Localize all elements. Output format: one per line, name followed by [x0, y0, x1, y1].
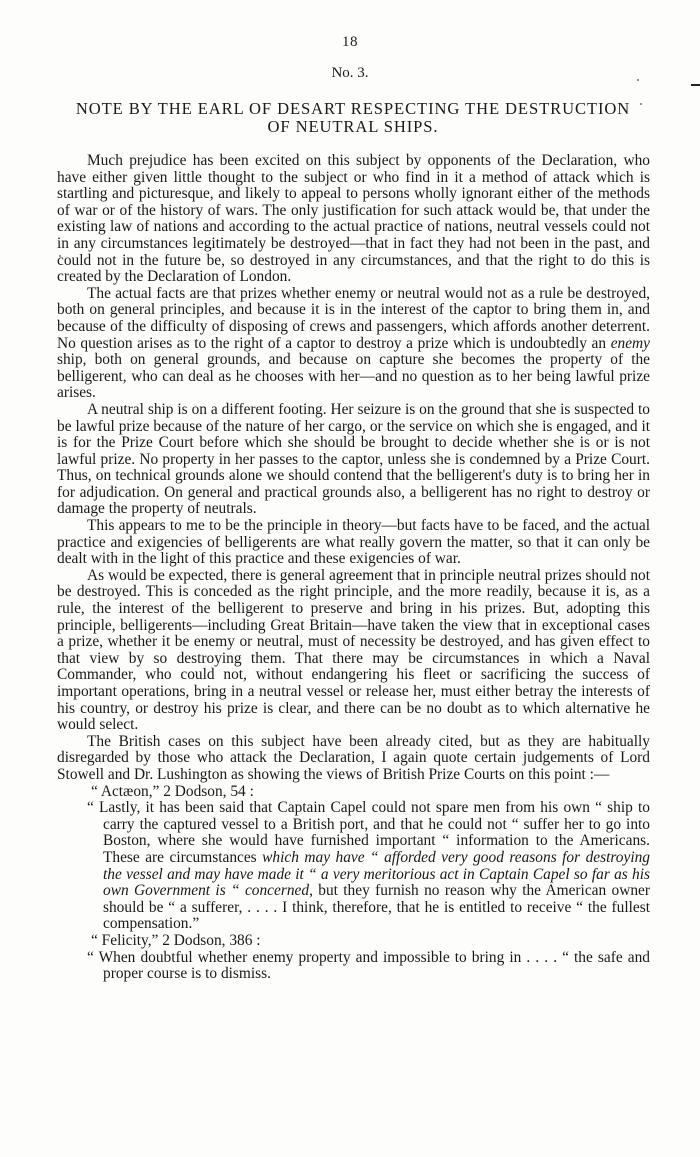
document-number: No. 3.: [331, 65, 369, 81]
body-text: [57, 153, 650, 983]
paragraph-3: A neutral ship is on a different footing. Her seizure is on the ground that she is suspected to be lawful prize because of the nature of her cargo, or the service on which she is engaged, and it is for the Prize Court before which she should be brought to decide whether she is or is not lawful prize. No property in her passes to the captor, unless she is condemned by a Prize Court. Thus, on technical grounds alone we should contend that the belligerent's duty is to bring her in for adjudication. On general and practical grounds also, a belligerent has no right to destroy or damage the property of neutrals.: [57, 400, 650, 518]
case-quote-acteon: [57, 800, 650, 933]
case-quote-felicity: “ When doubtful whether enemy property and impossible to bring in . . . . “ the safe and proper course is to dismiss.: [87, 948, 650, 983]
paragraph-6: The British cases on this subject have been already cited, but as they are habitually disregarded by those who attack the Declaration, I again quote certain judgements of Lord Stowell and Dr. Lushington as showing the views of British Prize Courts on this point :—: [57, 732, 650, 783]
case-citation-acteon: “ Actæon,” 2 Dodson, 54 :: [91, 782, 254, 800]
paragraph-5: As would be expected, there is general agreement that in principle neutral prizes should not be destroyed. This is conceded as the right principle, and the more readily, because it is, as a rule, the interest of the belligerent to preserve and bring in his prizes. But, adopting this principle, belligerents—including Great Britain—have taken the view that in exceptional cases a prize, whether it be enemy or neutral, must of necessity be destroyed, and has given effect to that view by so destroying them. That there may be circumstances in which a Naval Commander, who could not, without endangering his fleet or sacrificing the success of important operations, bring in a neutral vessel or release her, must either betray the interests of his country, or destroy his prize is clear, and there can be no doubt as to which alternative he would select.: [57, 566, 650, 734]
paragraph-2: [57, 286, 650, 402]
paragraph-2-text-a: The actual facts are that prizes whether enemy or neutral would not as a rule be destroyed, both on general principles, and because it is in the interest of the captor to bring them in, and because of the difficulty of disposing of crews and passengers, which affords another deterrent. No question arises as to the right of a captor to destroy a prize which is undoubtedly an: [57, 284, 650, 352]
quote-text-b: , but they furnish no reason why the American owner should be “ a sufferer, . . . . I think, therefore, that he is entitled to receive “ the fullest compensation.”: [103, 882, 650, 933]
paragraph-2-text-b: ship, both on general grounds, and because on capture she becomes the property of the belligerent, who can deal as he chooses with her—and no question as to her being lawful prize arises.: [57, 351, 650, 402]
paragraph-2-emphasis: enemy: [610, 334, 650, 352]
title-line-1: NOTE BY THE EARL OF DESART RESPECTING THE DESTRUCTION: [75, 99, 631, 118]
edge-mark: [691, 84, 700, 86]
page-number: 18: [342, 34, 358, 50]
quote-text-a: “ Lastly, it has been said that Captain Capel could not spare men from his own “ ship to carry the captured vessel to a British port, and that he could not “ suffer her to go into Boston, where she would have furnished important “ information to the Americans. These are circumstances: [87, 799, 650, 866]
page-title: [56, 100, 650, 135]
quote-emphasis: which may have “ afforded very good reasons for destroying the vessel and may have made it “ a very meritorious act in Captain Capel so far as his own Government is “ concerned: [103, 848, 650, 900]
paragraph-4: This appears to me to be the principle in theory—but facts have to be faced, and the actual practice and exigencies of belligerents are what really govern the matter, so that it can only be dealt with in the light of this practice and these exigencies of war.: [57, 517, 650, 568]
paragraph-1: Much prejudice has been excited on this subject by opponents of the Declaration, who have either given little thought to the subject or who find in it a method of attack which is startling and picturesque, and likely to appeal to persons wholly ignorant either of the methods of war or of the history of wars. The only justification for such attack would be, that under the existing law of nations and according to the actual practice of nations, neutral vessels could not in any circumstances legitimately be destroyed—that in fact they had not been in the past, and could not in the future be, so destroyed in any circumstances, and that the right to do this is created by the Declaration of London.: [57, 152, 650, 286]
title-line-2: OF NEUTRAL SHIPS.: [267, 116, 439, 136]
case-citation-felicity: “ Felicity,” 2 Dodson, 386 :: [91, 931, 261, 949]
